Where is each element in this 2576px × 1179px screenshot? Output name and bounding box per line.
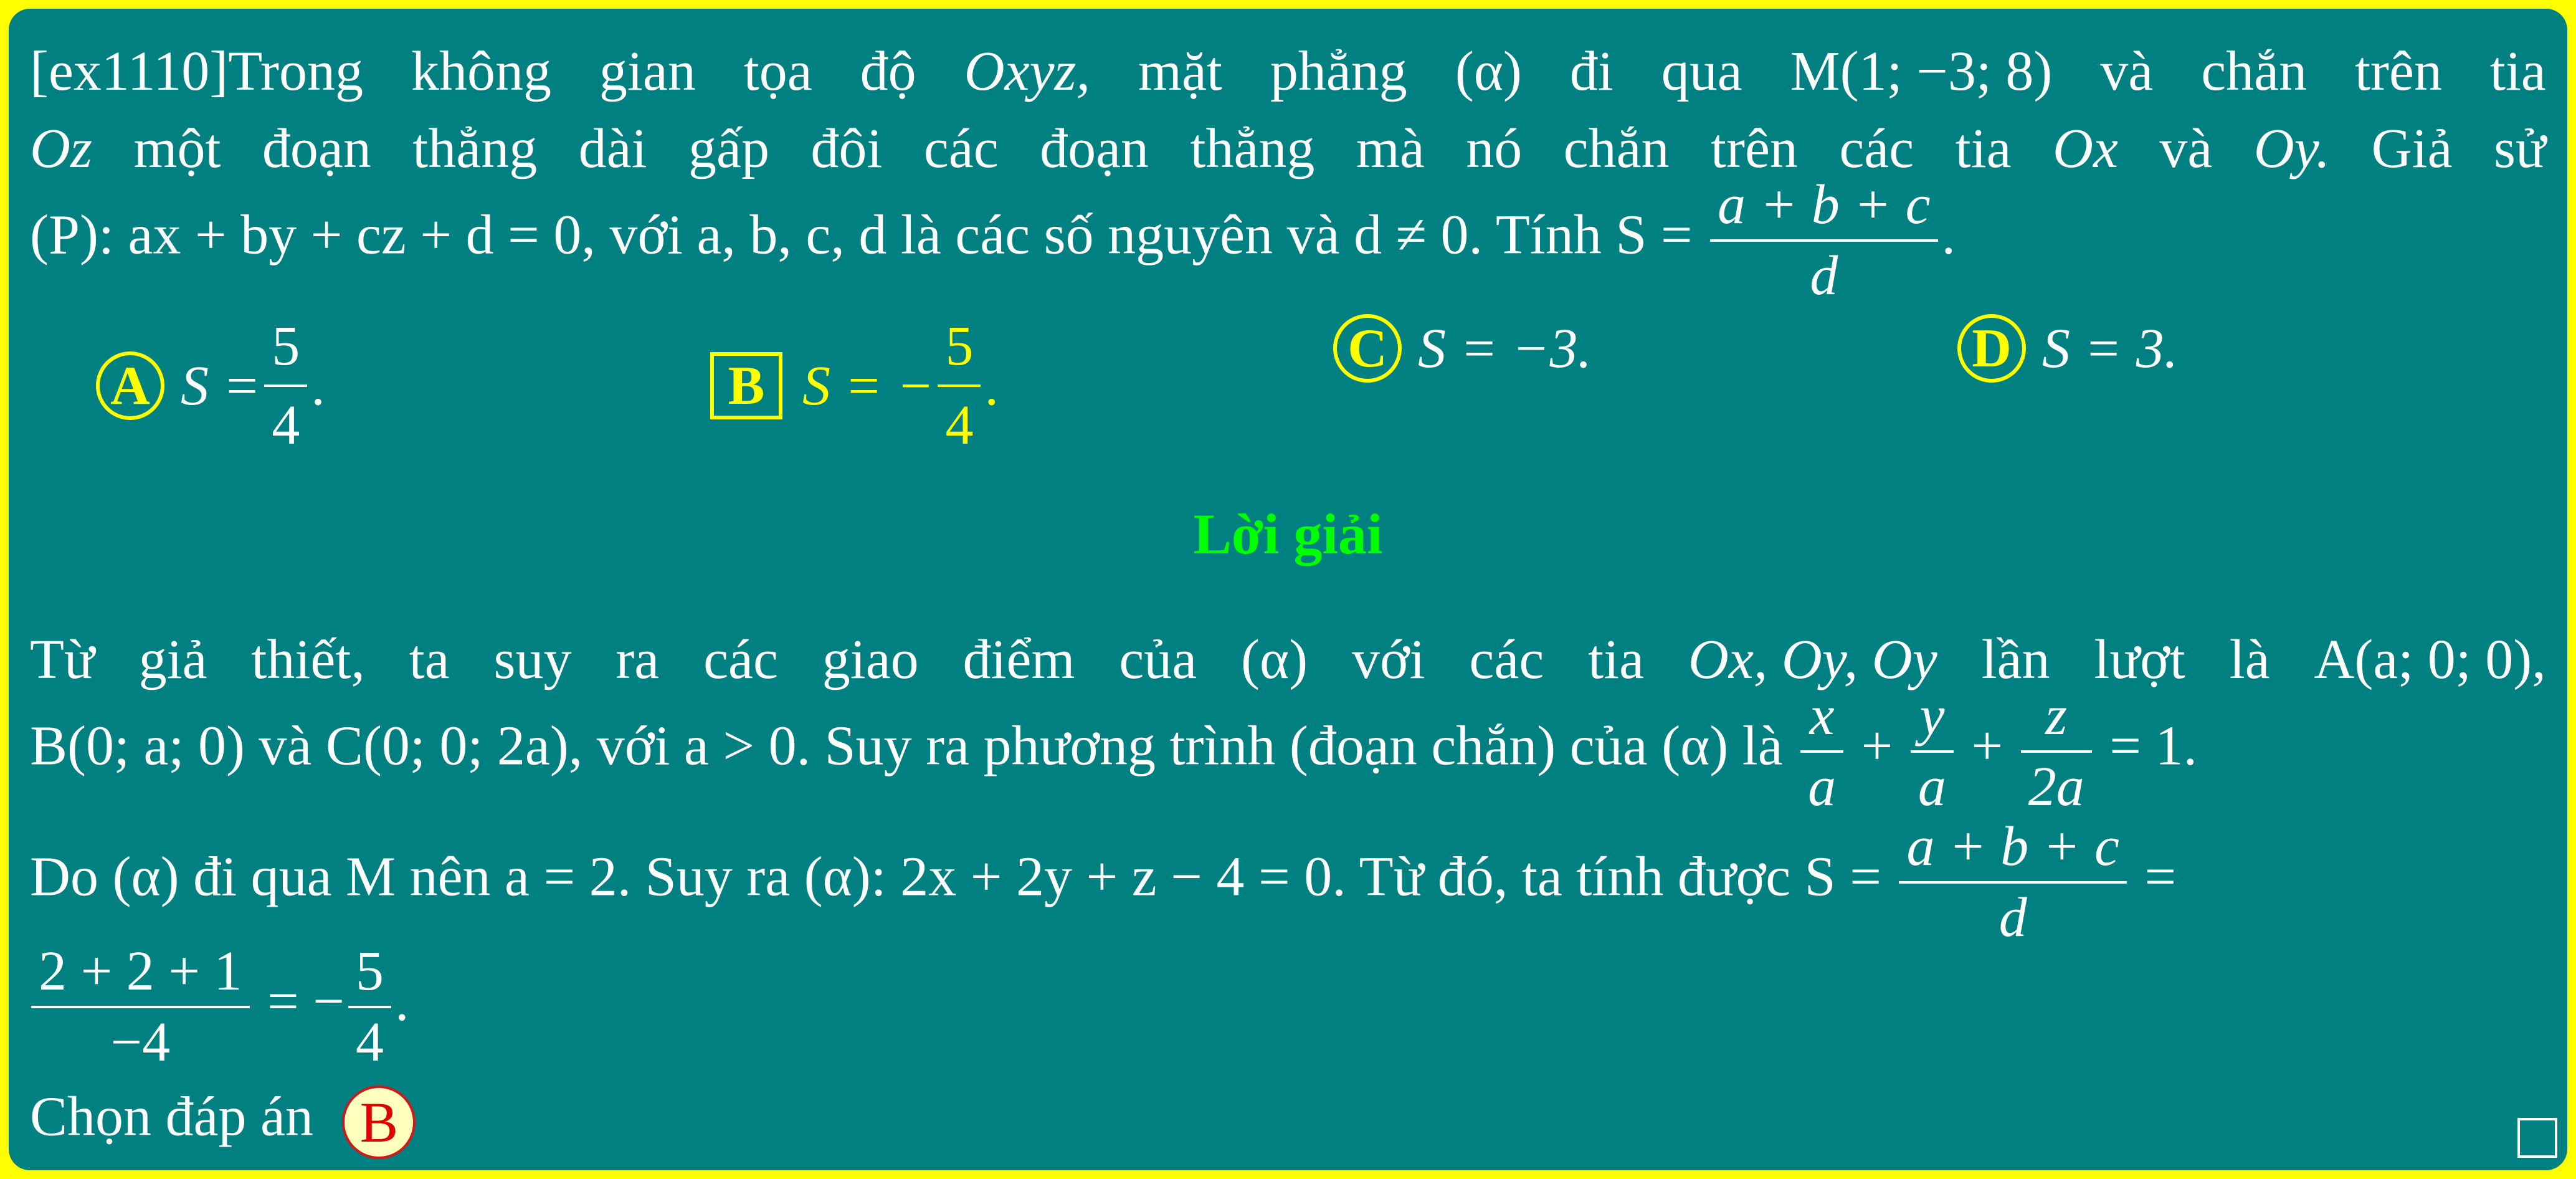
word: thẳng [412, 118, 538, 179]
word: điểm [962, 629, 1075, 690]
word: đi [1569, 41, 1614, 102]
solution-line-4 [27, 940, 2546, 1073]
word: (α) [1241, 629, 1308, 690]
problem-line-2 [30, 118, 2546, 179]
word: Giả [2371, 118, 2453, 179]
fraction [1911, 685, 1954, 818]
equals-sign: = [2144, 846, 2177, 908]
fraction-numerator: 5 [938, 314, 981, 387]
solution-line-3 [30, 816, 2546, 948]
option-b[interactable] [710, 314, 999, 457]
option-d-label: D [1957, 314, 2026, 383]
option-d[interactable] [1957, 314, 2178, 383]
word: với [1351, 629, 1425, 690]
option-b-suffix: . [984, 355, 999, 417]
word: là [2229, 629, 2270, 690]
word: trên [2355, 41, 2442, 102]
solution-line-2 [30, 685, 2546, 818]
word: và [2100, 41, 2154, 102]
word: Ox, Oy, Oy [1688, 629, 1937, 690]
fraction-denominator: 4 [356, 1011, 384, 1073]
option-c-label: C [1333, 314, 1402, 383]
word: mà [1356, 118, 1425, 179]
fraction-numerator: y [1911, 688, 1954, 753]
word: tia [2489, 41, 2546, 102]
problem-text: (P): ax + by + cz + d = 0, với a, b, c, d là các số nguyên và d ≠ 0. Tính S = [30, 204, 1693, 266]
fraction-denominator: a [1808, 756, 1837, 818]
fraction-denominator: 2a [2028, 756, 2084, 818]
option-c[interactable] [1333, 314, 1592, 383]
word: lượt [2094, 629, 2185, 690]
exercise-card [9, 9, 2567, 1170]
word: trên [1710, 118, 1798, 179]
choose-answer-label: Chọn đáp án [30, 1086, 313, 1148]
fraction [348, 940, 391, 1073]
word: lần [1981, 629, 2050, 690]
word: đôi [810, 118, 883, 179]
word: Từ [30, 629, 95, 690]
word: thẳng [1190, 118, 1315, 179]
word: (α) [1455, 41, 1522, 102]
word: đoạn [262, 118, 371, 179]
word: Ox [2052, 118, 2118, 179]
option-a[interactable] [96, 314, 325, 457]
word: mặt [1138, 41, 1222, 102]
fraction-numerator: 5 [264, 314, 307, 387]
fraction-numerator: z [2021, 688, 2092, 753]
word: một [133, 118, 221, 179]
word: không [411, 41, 551, 102]
plus-sign: + [1971, 715, 2003, 777]
word: các [1839, 118, 1914, 179]
word: giao [822, 629, 919, 690]
word: gấp [688, 118, 769, 179]
word: các [923, 118, 999, 179]
word: Oz [30, 118, 93, 179]
word: các [1469, 629, 1544, 690]
solution-text: B(0; a; 0) và C(0; 0; 2a), với a > 0. Suy ra phương trình (đoạn chắn) của (α) là [30, 715, 1783, 777]
word: Oy. [2253, 118, 2331, 179]
option-c-text: S = −3. [1418, 317, 1592, 379]
option-a-suffix: . [311, 355, 325, 417]
choose-answer-line [30, 1086, 2546, 1159]
word: chắn [1563, 118, 1670, 179]
fraction-denominator: a [1918, 756, 1946, 818]
option-b-label: B [710, 352, 782, 419]
word: tia [1588, 629, 1645, 690]
fraction [1710, 174, 1937, 307]
word: nó [1466, 118, 1523, 179]
word: qua [1661, 41, 1742, 102]
fraction [1800, 685, 1843, 818]
answer-badge: B [342, 1086, 416, 1159]
word: các [703, 629, 778, 690]
option-a-fraction [264, 314, 307, 457]
fraction [1899, 816, 2126, 948]
fraction [2021, 685, 2092, 818]
word: của [1119, 629, 1197, 690]
fraction-numerator: a + b + c [1899, 819, 2126, 884]
word: phẳng [1270, 41, 1407, 102]
word: M(1; −3; 8) [1790, 41, 2053, 102]
word: giả [138, 629, 207, 690]
option-d-text: S = 3. [2042, 317, 2179, 379]
word: tia [1955, 118, 2012, 179]
word: độ [860, 41, 916, 102]
word: ta [409, 629, 450, 690]
solution-text: Do (α) đi qua M nên a = 2. Suy ra (α): 2x + 2y + z − 4 = 0. Từ đó, ta tính được S = [30, 846, 1881, 908]
fraction [31, 940, 250, 1073]
word: dài [578, 118, 647, 179]
word: gian [599, 41, 696, 102]
plus-sign: + [1861, 715, 1893, 777]
option-a-prefix: S = [181, 355, 261, 417]
option-a-label: A [96, 351, 164, 420]
option-b-prefix: S = − [802, 355, 934, 417]
word: Oxyz, [964, 41, 1091, 102]
solution-line-1 [30, 629, 2546, 690]
word: và [2159, 118, 2213, 179]
equals-one: = 1. [2109, 715, 2197, 777]
fraction-numerator: a + b + c [1710, 177, 1937, 242]
word: chắn [2201, 41, 2307, 102]
fraction-denominator: 4 [272, 394, 300, 456]
fraction-numerator: 5 [348, 943, 391, 1008]
solution-heading: Lời giải [1193, 502, 1383, 566]
word: tọa [743, 41, 812, 102]
word: thiết, [251, 629, 365, 690]
word: suy [493, 629, 572, 690]
word: A(a; 0; 0), [2314, 629, 2546, 690]
fraction-numerator: 2 + 2 + 1 [31, 943, 250, 1008]
word: ra [615, 629, 660, 690]
fraction-denominator: −4 [110, 1011, 171, 1073]
option-b-fraction [938, 314, 981, 457]
qed-square-icon [2517, 1118, 2557, 1158]
problem-line-3 [30, 174, 2546, 307]
fraction-denominator: 4 [945, 394, 974, 456]
equals-minus: = − [267, 970, 345, 1033]
word: đoạn [1040, 118, 1149, 179]
problem-line-1 [30, 41, 2546, 102]
period: . [395, 970, 409, 1033]
fraction-numerator: x [1800, 688, 1843, 753]
fraction-denominator: d [1810, 245, 1838, 307]
word: sử [2494, 118, 2546, 179]
word: [ex1110]Trong [30, 41, 363, 102]
period: . [1941, 204, 1956, 266]
fraction-denominator: d [1999, 887, 2027, 948]
